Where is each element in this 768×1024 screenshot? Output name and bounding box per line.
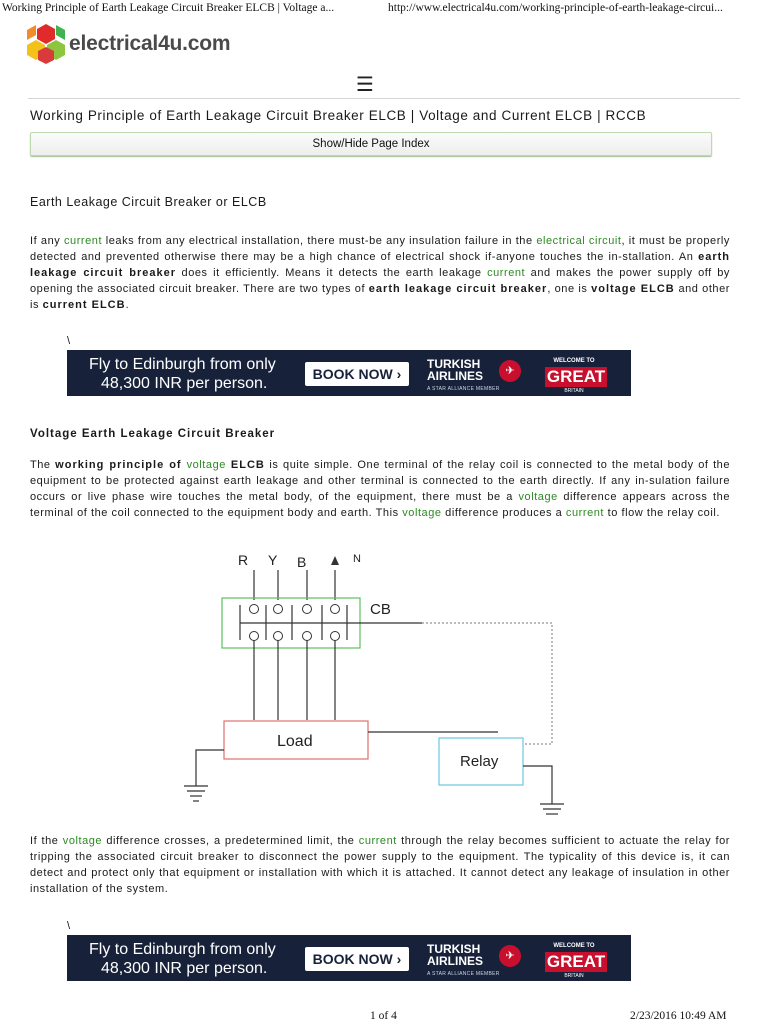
link-current[interactable]: current	[63, 235, 103, 247]
ad-banner[interactable]	[67, 350, 631, 396]
show-hide-index-button[interactable]: Show/Hide Page Index	[30, 132, 712, 156]
airline-logo-icon: ✈	[499, 360, 521, 382]
link-current[interactable]: current	[487, 267, 526, 279]
link-voltage[interactable]: voltage	[186, 459, 226, 471]
label-b: B	[297, 554, 307, 570]
page-number: 1 of 4	[370, 1010, 397, 1022]
ad-headline: Fly to Edinburgh from only	[89, 941, 276, 958]
elcb-circuit-diagram	[172, 548, 602, 820]
section-heading-voltage-elcb: Voltage Earth Leakage Circuit Breaker	[30, 428, 276, 440]
link-electrical-circuit[interactable]: electrical circuit	[536, 235, 622, 247]
ad-price: 48,300 INR per person.	[101, 960, 268, 977]
link-voltage[interactable]: voltage	[62, 835, 103, 847]
airline-name: TURKISH AIRLINES	[427, 357, 484, 383]
print-header	[0, 0, 768, 18]
paragraph-voltage-elcb: The working principle of voltage ELCB is quite simple. One terminal of the relay coil is connected to the metal body of the equipment to be protected against earth leakage and other terminal is connected to the earth directly. If any in-sulation failure occurs or live phase wire touches the metal body, of the equipment, there must be a voltage difference appears across the terminal of the coil connected to the equipment body and earth. This voltage difference produces a current to flow the relay coil.	[30, 459, 731, 519]
divider	[28, 98, 740, 99]
paragraph-elcb-intro: If any current leaks from any electrical installation, there must-be any insulation failure in the electrical circuit, it must be properly detected and prevented otherwise there may be a high chance of electrical shock if-anyone touches the in-stallation. An earth leakage circuit breaker does it efficiently. Means it detects the earth leakage current and makes the power supply off by opening the associated circuit breaker. There are two types of earth leakage circuit breaker, one is voltage ELCB and other is current ELCB.	[30, 235, 730, 311]
link-voltage[interactable]: voltage	[518, 491, 558, 503]
book-now-button[interactable]: BOOK NOW ›	[305, 947, 409, 971]
label-load: Load	[277, 733, 313, 750]
ad-headline: Fly to Edinburgh from only	[89, 356, 276, 373]
britain-text: BRITAIN	[564, 973, 584, 979]
link-current[interactable]: current	[358, 835, 397, 847]
hamburger-menu-icon[interactable]: ☰	[356, 72, 374, 96]
print-header-url[interactable]: http://www.electrical4u.com/working-principle-of-earth-leakage-circui...	[388, 2, 723, 14]
link-current[interactable]: current	[565, 507, 605, 519]
logo-text: electrical4u.com	[69, 32, 231, 55]
book-now-button[interactable]: BOOK NOW ›	[305, 362, 409, 386]
earth-symbol-icon	[540, 804, 564, 814]
great-text: GREAT	[546, 952, 606, 971]
section-heading-elcb: Earth Leakage Circuit Breaker or ELCB	[30, 195, 267, 209]
site-logo[interactable]	[26, 22, 230, 66]
print-header-title: Working Principle of Earth Leakage Circuit Breaker ELCB | Voltage a...	[2, 2, 335, 14]
neutral-arrow-icon	[331, 556, 339, 565]
stray-backslash: \	[67, 335, 71, 347]
print-footer	[0, 1008, 768, 1024]
airline-logo-icon: ✈	[499, 945, 521, 967]
britain-text: BRITAIN	[564, 388, 584, 394]
label-n: N	[353, 553, 361, 565]
label-y: Y	[268, 552, 278, 568]
great-text: GREAT	[546, 367, 606, 386]
logo-hexagon-icon	[26, 23, 66, 65]
earth-symbol-icon	[184, 786, 208, 801]
stray-backslash: \	[67, 920, 71, 932]
paragraph-relay-trip: If the voltage difference crosses, a predetermined limit, the current through the relay becomes sufficient to actuate the relay for tripping the associated circuit breaker to disconnect the power supply to the equipment. The typicality of this device is, it can detect and protect only that equipment or installation with which it is attached. It cannot detect any leakage of insulation in other installation of the system.	[30, 835, 730, 895]
label-cb: CB	[370, 601, 391, 618]
alliance-text: A STAR ALLIANCE MEMBER	[427, 971, 500, 977]
print-datetime: 2/23/2016 10:49 AM	[630, 1010, 727, 1022]
welcome-text: WELCOME TO	[553, 943, 595, 949]
label-r: R	[238, 552, 249, 568]
ad-price: 48,300 INR per person.	[101, 375, 268, 392]
label-relay: Relay	[460, 753, 499, 770]
welcome-text: WELCOME TO	[553, 358, 595, 364]
page-title: Working Principle of Earth Leakage Circuit Breaker ELCB | Voltage and Current ELCB | RCCB	[30, 108, 647, 123]
link-voltage[interactable]: voltage	[402, 507, 442, 519]
ad-banner[interactable]	[67, 935, 631, 981]
airline-name: TURKISH AIRLINES	[427, 942, 484, 968]
alliance-text: A STAR ALLIANCE MEMBER	[427, 386, 500, 392]
